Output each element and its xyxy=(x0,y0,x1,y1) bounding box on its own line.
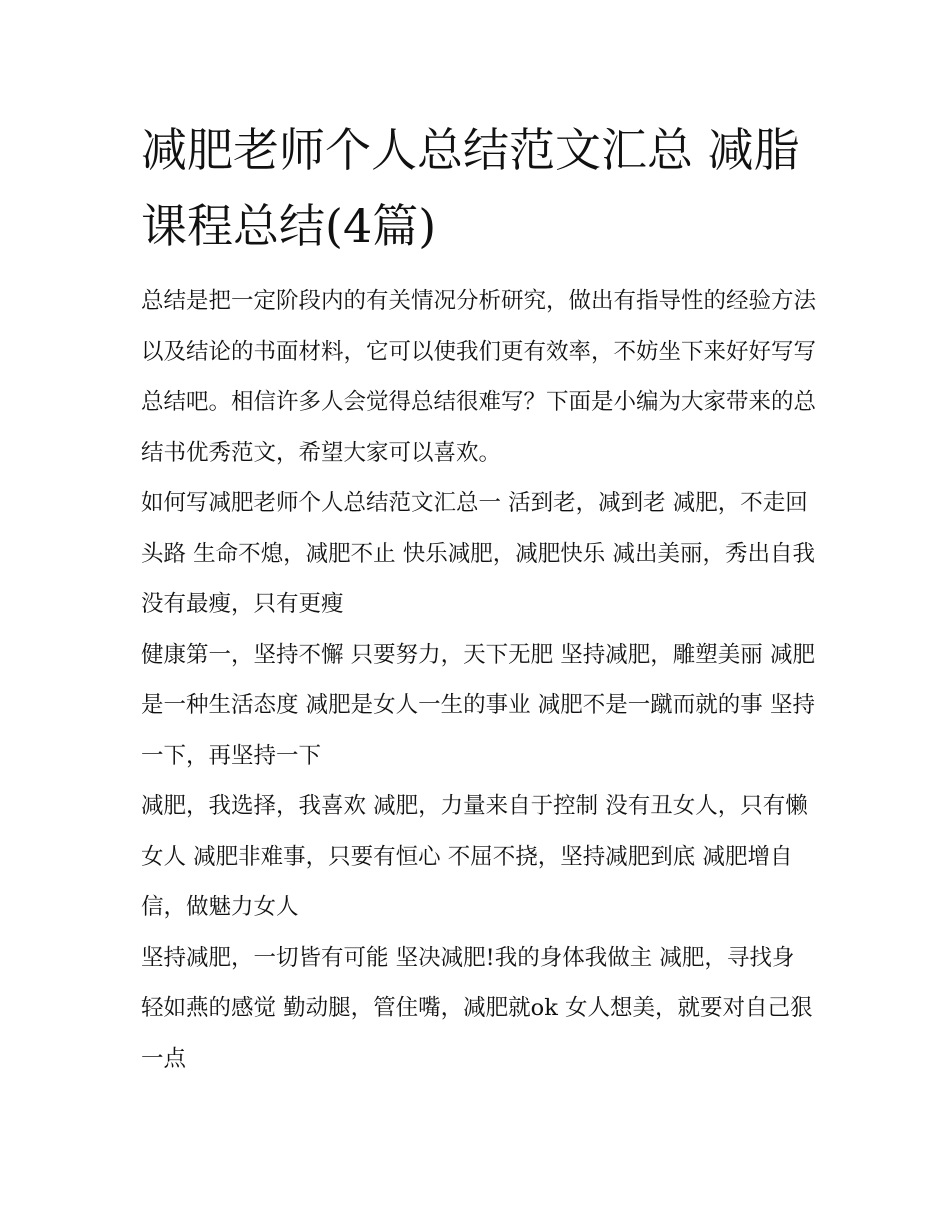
paragraph-slogans-2: 健康第一，坚持不懈 只要努力，天下无肥 坚持减肥，雕塑美丽 减肥是一种生活态度 减肥是女人一生的事业 减肥不是一蹴而就的事 坚持一下，再坚持一下 xyxy=(141,641,815,769)
paragraph-intro: 总结是把一定阶段内的有关情况分析研究，做出有指导性的经验方法以及结论的书面材料，它可以使我们更有效率，不妨坐下来好好写写总结吧。相信许多人会觉得总结很难写？下面是小编为大家带来的总结书优秀范文，希望大家可以喜欢。 xyxy=(141,288,817,466)
paragraph-slogans-1: 如何写减肥老师个人总结范文汇总一 活到老，减到老 减肥，不走回头路 生命不熄，减肥不止 快乐减肥，减肥快乐 减出美丽，秀出自我 没有最瘦，只有更瘦 xyxy=(141,490,815,617)
document-page xyxy=(141,112,816,1084)
document-title: 减肥老师个人总结范文汇总 减脂课程总结(4篇) xyxy=(141,123,800,253)
paragraph-slogans-4: 坚持减肥，一切皆有可能 坚决减肥!我的身体我做主 减肥，寻找身轻如燕的感觉 勤动腿，管住嘴，减肥就ok 女人想美，就要对自己狠一点 xyxy=(141,944,813,1072)
paragraph-slogans-3: 减肥，我选择，我喜欢 减肥，力量来自于控制 没有丑女人，只有懒女人 减肥非难事，只要有恒心 不屈不挠，坚持减肥到底 减肥增自信，做魅力女人 xyxy=(141,793,808,920)
